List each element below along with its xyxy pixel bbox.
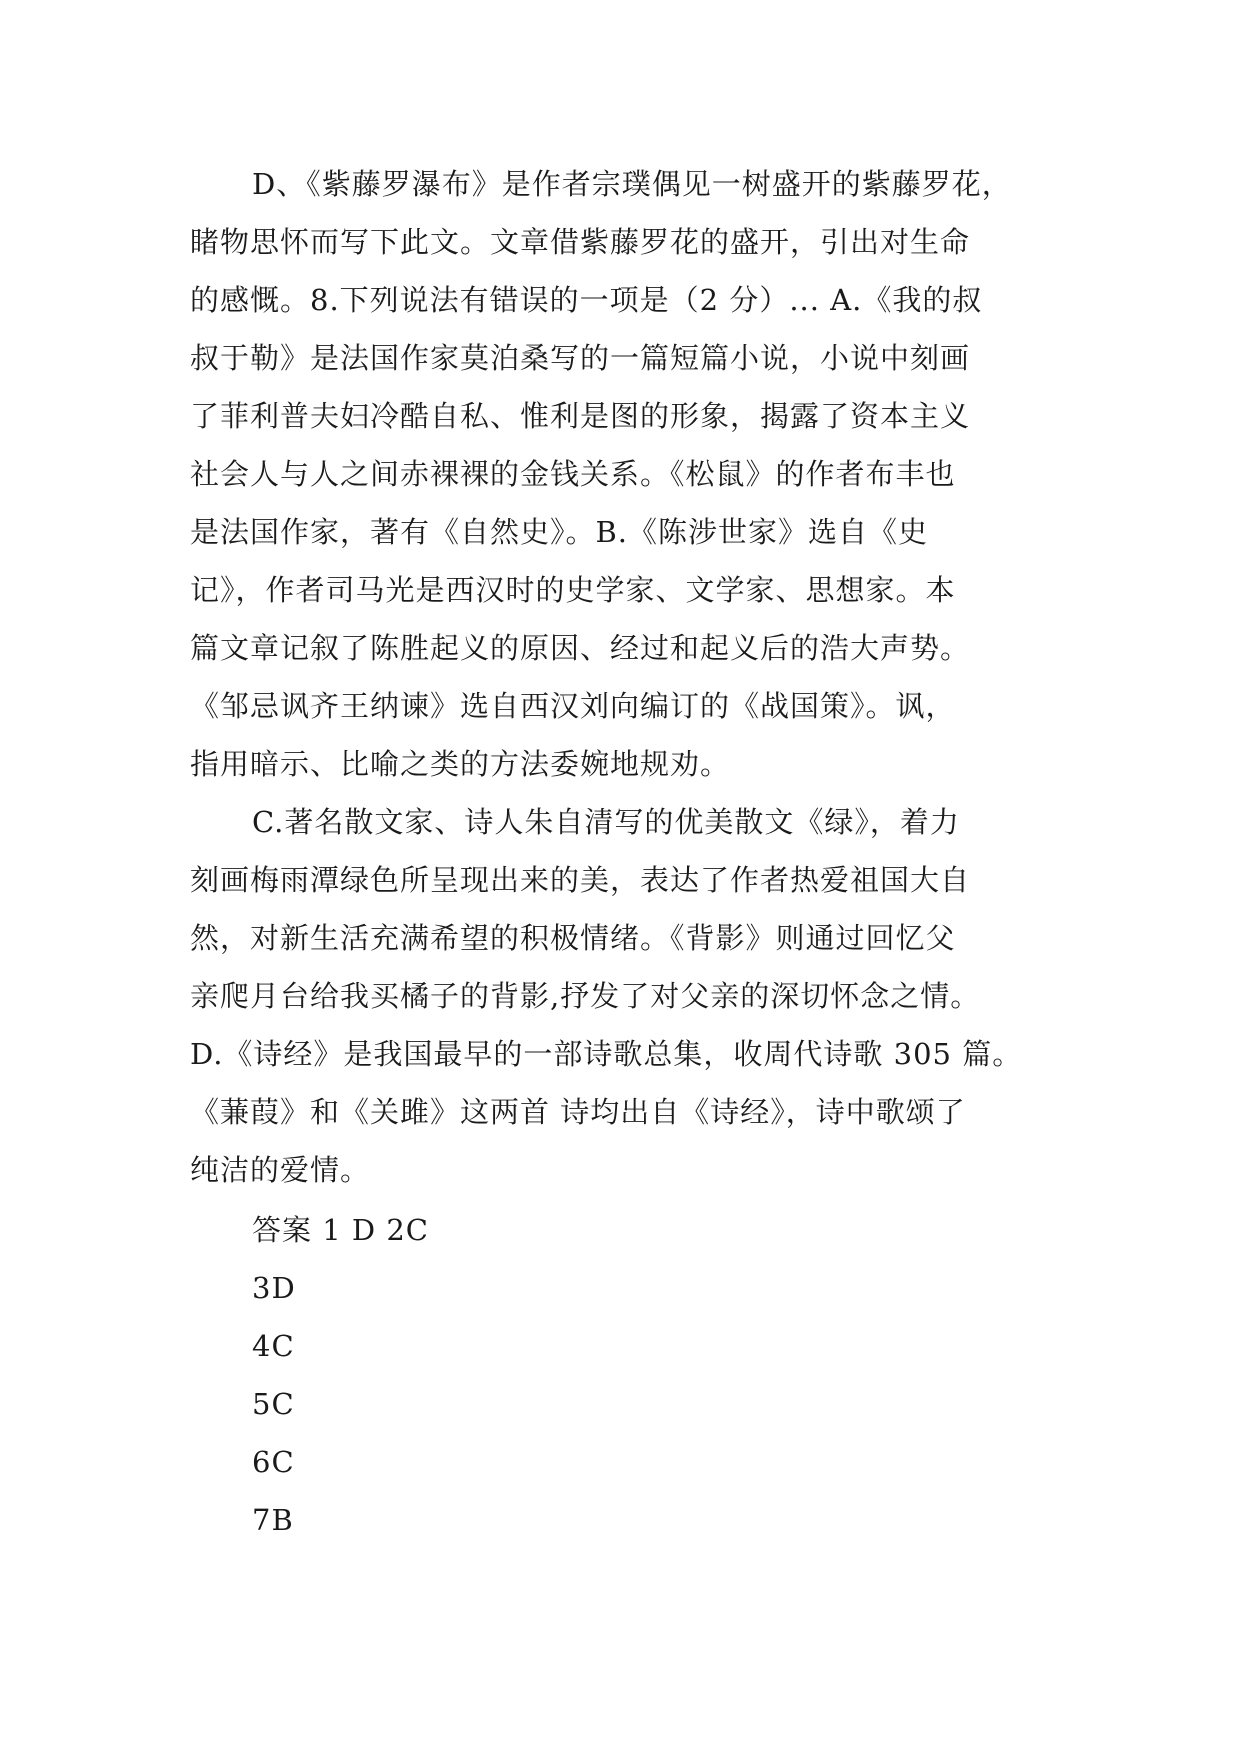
paragraph-line: 亲爬月台给我买橘子的背影,抒发了对父亲的深切怀念之情。 (190, 979, 981, 1013)
paragraph-line: 《邹忌讽齐王纳谏》选自西汉刘向编订的《战国策》。讽， (190, 689, 956, 723)
paragraph-line: 纯洁的爱情。 (190, 1153, 371, 1187)
paragraph-line: D、《紫藤罗瀑布》是作者宗璞偶见一树盛开的紫藤罗花， (252, 167, 1012, 201)
paragraph-line: D.《诗经》是我国最早的一部诗歌总集，收周代诗歌 305 篇。 (190, 1037, 1023, 1071)
paragraph-line: 是法国作家，著有《自然史》。B.《陈涉世家》选自《史 (190, 515, 929, 549)
paragraph-line: 叔于勒》是法国作家莫泊桑写的一篇短篇小说，小说中刻画 (190, 341, 971, 375)
paragraph-line: 记》，作者司马光是西汉时的史学家、文学家、思想家。本 (190, 573, 956, 607)
answer-line: 答案 1 D 2C (252, 1213, 429, 1247)
answer-line: 3D (252, 1271, 296, 1305)
paragraph-line: 社会人与人之间赤裸裸的金钱关系。《松鼠》的作者布丰也 (190, 457, 956, 491)
paragraph-line: 的感慨。8.下列说法有错误的一项是（2 分）... A.《我的叔 (190, 283, 983, 317)
paragraph-line: 《蒹葭》和《关雎》这两首 诗均出自《诗经》，诗中歌颂了 (190, 1095, 966, 1129)
answer-line: 5C (252, 1387, 295, 1421)
paragraph-line: 指用暗示、比喻之类的方法委婉地规劝。 (190, 747, 731, 781)
paragraph-line: 刻画梅雨潭绿色所呈现出来的美，表达了作者热爱祖国大自 (190, 863, 971, 897)
paragraph-line: 然，对新生活充满希望的积极情绪。《背影》则通过回忆父 (190, 921, 956, 955)
answer-line: 7B (252, 1503, 294, 1537)
paragraph-line: 篇文章记叙了陈胜起义的原因、经过和起义后的浩大声势。 (190, 631, 971, 665)
paragraph-line: 睹物思怀而写下此文。文章借紫藤罗花的盛开，引出对生命 (190, 225, 971, 259)
answer-line: 6C (252, 1445, 295, 1479)
paragraph-line: 了菲利普夫妇冷酷自私、惟利是图的形象，揭露了资本主义 (190, 399, 971, 433)
paragraph-line: C.著名散文家、诗人朱自清写的优美散文《绿》，着力 (252, 805, 960, 839)
answer-line: 4C (252, 1329, 295, 1363)
